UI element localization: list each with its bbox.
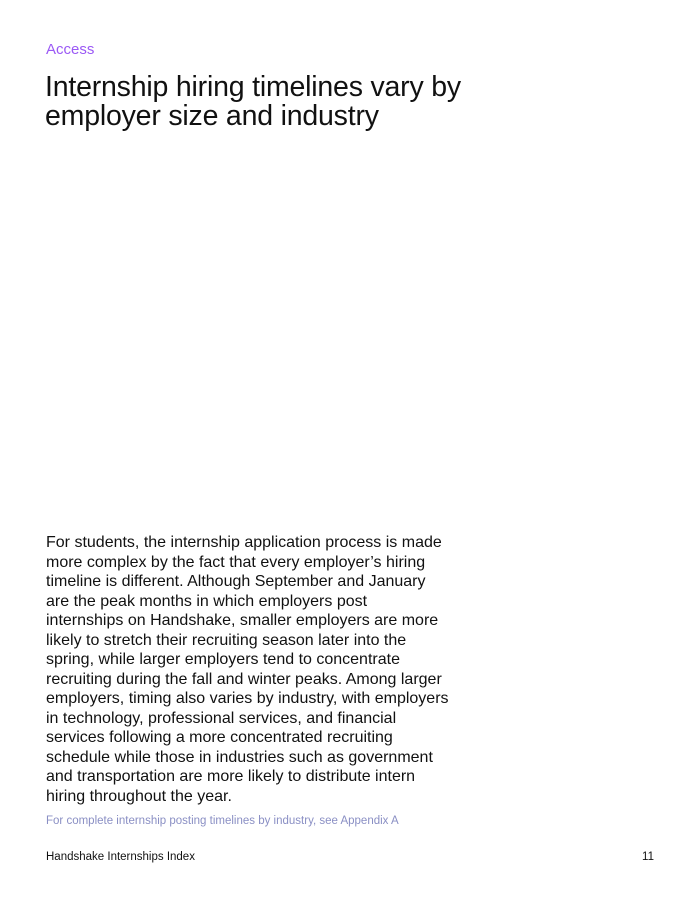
- body-line: timeline is different. Although September and January: [46, 573, 426, 590]
- title-line: Internship hiring timelines vary by: [45, 71, 461, 103]
- body-line: For students, the internship application process is made: [46, 534, 442, 551]
- body-line: in technology, professional services, and financial: [46, 709, 397, 727]
- body-line: recruiting during the fall and winter peaks. Among larger: [46, 670, 442, 688]
- body-line: employers, timing also varies by industry, with employers: [46, 690, 449, 707]
- body-line: services following a more concentrated recruiting: [46, 729, 393, 746]
- footer-publication: Handshake Internships Index: [46, 851, 195, 863]
- title-line: employer size and industry: [45, 100, 379, 132]
- appendix-note: For complete internship posting timelines by industry, see Appendix A: [46, 815, 399, 827]
- body-line: more complex by the fact that every employer’s hiring: [46, 553, 426, 571]
- body-line: internships on Handshake, smaller employers are more: [46, 612, 439, 629]
- body-line: and transportation are more likely to distribute intern: [46, 768, 416, 785]
- body-line: hiring throughout the year.: [46, 787, 232, 805]
- body-line: schedule while those in industries such as government: [46, 748, 433, 766]
- body-line: spring, while larger employers tend to concentrate: [46, 651, 400, 668]
- body-line: are the peak months in which employers post: [46, 592, 368, 610]
- page-title: [45, 73, 461, 131]
- section-label: Access: [46, 41, 95, 58]
- body-line: likely to stretch their recruiting season later into the: [46, 631, 407, 649]
- page-number: 11: [642, 851, 654, 863]
- body-paragraph: [46, 533, 449, 806]
